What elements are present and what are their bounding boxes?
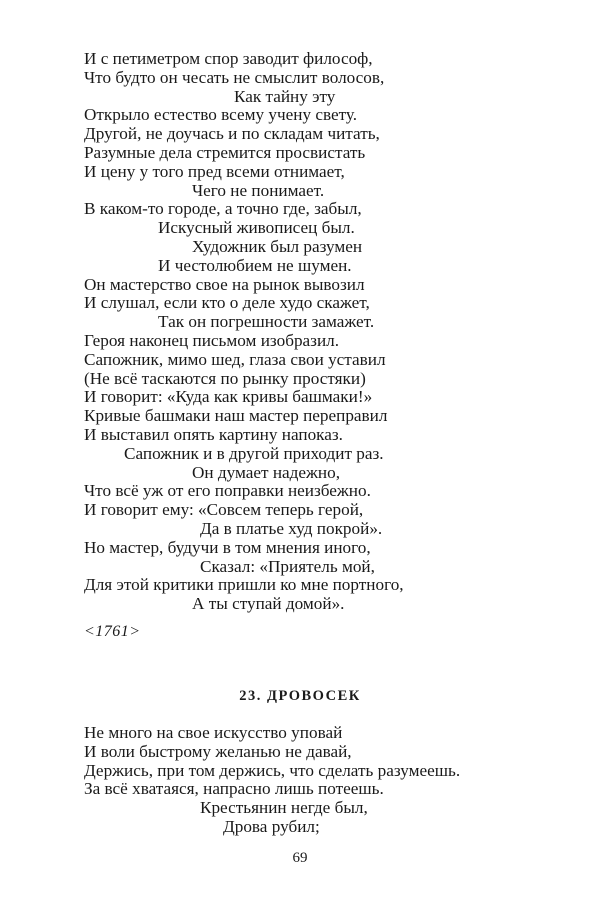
poem-line: Сапожник и в другой приходит раз. [124,443,384,463]
poem-line: Сапожник, мимо шед, глаза свои уставил [84,349,386,369]
poem-line: Художник был разумен [192,236,363,256]
poem-line: И с петиметром спор заводит философ, [84,49,373,68]
poem-line: И честолюбием не шумен. [158,255,352,275]
poem-line: Кривые башмаки наш мастер переправил [84,406,388,426]
poem-line: За всё хватаяся, напрасно лишь потеешь. [84,779,384,799]
poem-stanza [84,50,564,614]
poem-line: Искусный живописец был. [158,218,355,238]
poem-date: <1761> [84,623,141,640]
poem-line: Для этой критики пришли ко мне портного, [84,575,404,595]
poem-line: Но мастер, будучи в том мнения иного, [84,537,371,557]
poem-line: Другой, не доучась и по складам читать, [84,124,380,144]
poem-line: В каком-то городе, а точно где, забыл, [84,199,362,219]
page-number: 69 [292,850,308,866]
poem-line: Открыло естество всему учену свету. [84,105,358,125]
poem-line: И слушал, если кто о деле худо скажет, [84,293,370,313]
poem-line: И цену у того пред всеми отнимает, [84,161,345,181]
poem-line: Так он погрешности замажет. [158,312,375,332]
poem-line: Не много на свое искусство уповай [84,723,343,742]
poem-line: (Не всё таскаются по рынку простяки) [84,368,366,388]
poem-line: Дрова рубил; [223,816,320,836]
poem-line: Крестьянин негде был, [200,798,368,818]
poem-line: Как тайну эту [234,86,336,106]
poem-line: И выставил опять картину напоказ. [84,424,343,444]
poem-line: И воли быстрому желанью не давай, [84,741,352,761]
poem-line: Держись, при том держись, что сделать разумеешь. [84,760,461,780]
poem-stanza [84,724,564,837]
poem-line: Да в платье худ покрой». [200,518,383,538]
poem-line: Сказал: «Приятель мой, [200,556,375,576]
poem-title: 23. ДРОВОСЕК [239,688,361,704]
poem-line: И говорит ему: «Совсем теперь герой, [84,500,364,520]
poem-line: И говорит: «Куда как кривы башмаки!» [84,387,373,407]
poem-line: Героя наконец письмом изобразил. [84,330,340,350]
poem-line: Что будто он чесать не смыслит волосов, [84,67,385,87]
poem-line: Разумные дела стремится просвистать [84,142,366,162]
poem-line: Что всё уж от его поправки неизбежно. [84,481,371,501]
poem-line: Чего не понимает. [192,180,325,200]
poem-line: Он мастерство свое на рынок вывозил [84,274,365,294]
poem-line: Он думает надежно, [192,462,341,482]
poem-line: А ты ступай домой». [192,594,345,614]
